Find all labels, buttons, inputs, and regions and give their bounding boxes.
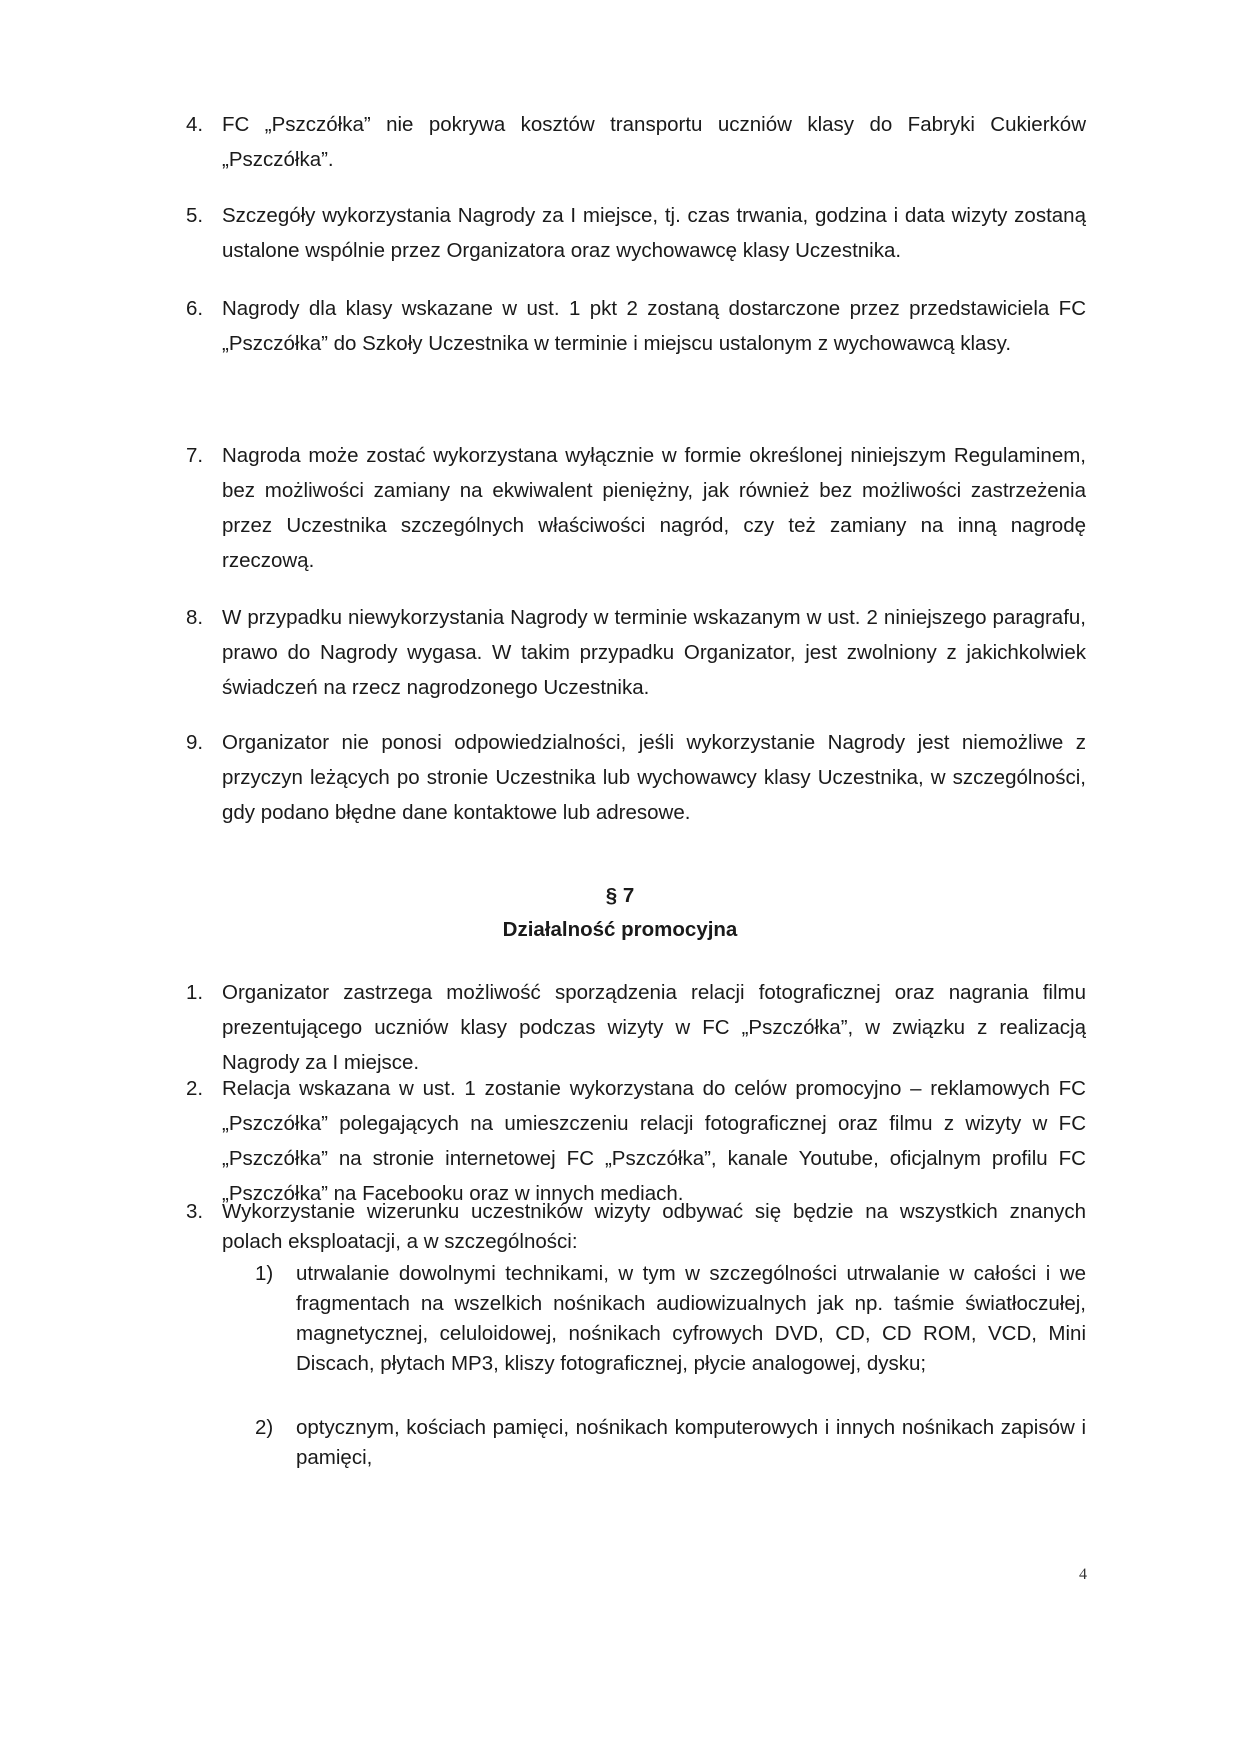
list-item-text: Nagrody dla klasy wskazane w ust. 1 pkt 2 zostaną dostarczone przez przedstawiciela FC „Pszczółka” do Szkoły Uczestnika w terminie i miejscu ustalonym z wychowawcą klasy. xyxy=(222,297,1086,355)
list-item-number: 6. xyxy=(186,297,204,320)
list-item xyxy=(186,975,1086,1080)
list-item-text: Organizator zastrzega możliwość sporządzenia relacji fotograficznej oraz nagrania filmu prezentującego uczniów klasy podczas wizyty w FC „Pszczółka”, w związku z realizacją Nagrody za I miejsce. xyxy=(222,981,1086,1074)
list-item xyxy=(186,438,1086,578)
list-item-number: 5. xyxy=(186,204,204,227)
sub-list-item-number: 2) xyxy=(255,1416,274,1439)
sub-list-item-number: 1) xyxy=(255,1262,274,1285)
list-item xyxy=(186,600,1086,705)
list-item xyxy=(186,1197,1086,1257)
page-number: 4 xyxy=(1079,1566,1087,1583)
section-sign: § 7 xyxy=(605,884,635,907)
list-item-number: 2. xyxy=(186,1077,204,1100)
list-item-number: 3. xyxy=(186,1200,204,1223)
list-item-text: Nagroda może zostać wykorzystana wyłącznie w formie określonej niniejszym Regulaminem, bez możliwości zamiany na ekwiwalent pieniężny, jak również bez możliwości zastrzeżenia przez Uczestnika szczególnych właściwości nagród, czy też zamiany na inną nagrodę rzeczową. xyxy=(222,444,1086,572)
list-item-number: 7. xyxy=(186,444,204,467)
list-item xyxy=(186,107,1086,177)
sub-list-item xyxy=(255,1413,1086,1473)
list-item-text: Organizator nie ponosi odpowiedzialności, jeśli wykorzystanie Nagrody jest niemożliwe z przyczyn leżących po stronie Uczestnika lub wychowawcy klasy Uczestnika, w szczególności, gdy podano błędne dane kontaktowe lub adresowe. xyxy=(222,731,1086,824)
section-title: Działalność promocyjna xyxy=(502,918,738,941)
sub-list-item-text: optycznym, kościach pamięci, nośnikach komputerowych i innych nośnikach zapisów i pamięci, xyxy=(296,1416,1086,1469)
list-item-number: 8. xyxy=(186,606,204,629)
list-item-text: Relacja wskazana w ust. 1 zostanie wykorzystana do celów promocyjno – reklamowych FC „Pszczółka” polegających na umieszczeniu relacji fotograficznej oraz filmu z wizyty w FC „Pszczółka” na stronie internetowej FC „Pszczółka”, kanale Youtube, oficjalnym profilu FC „Pszczółka” na Facebooku oraz w innych mediach. xyxy=(222,1077,1086,1205)
list-item-number: 4. xyxy=(186,113,204,136)
list-item xyxy=(186,291,1086,361)
list-item-text: W przypadku niewykorzystania Nagrody w terminie wskazanym w ust. 2 niniejszego paragrafu, prawo do Nagrody wygasa. W takim przypadku Organizator, jest zwolniony z jakichkolwiek świadczeń na rzecz nagrodzonego Uczestnika. xyxy=(222,606,1086,699)
list-item-text: Wykorzystanie wizerunku uczestników wizyty odbywać się będzie na wszystkich znanych polach eksploatacji, a w szczególności: xyxy=(222,1200,1086,1253)
list-item-number: 1. xyxy=(186,981,204,1004)
list-item-text: FC „Pszczółka” nie pokrywa kosztów transportu uczniów klasy do Fabryki Cukierków „Pszczółka”. xyxy=(222,113,1086,171)
list-item-text: Szczegóły wykorzystania Nagrody za I miejsce, tj. czas trwania, godzina i data wizyty zostaną ustalone wspólnie przez Organizatora oraz wychowawcę klasy Uczestnika. xyxy=(222,204,1086,262)
list-item xyxy=(186,1071,1086,1211)
sub-list-item-text: utrwalanie dowolnymi technikami, w tym w szczególności utrwalanie w całości i we fragmentach na wszelkich nośnikach audiowizualnych jak np. taśmie światłoczułej, magnetycznej, celuloidowej, nośnikach cyfrowych DVD, CD, CD ROM, VCD, Mini Discach, płytach MP3, kliszy fotograficznej, płycie analogowej, dysku; xyxy=(296,1262,1086,1375)
sub-list-item xyxy=(255,1259,1086,1379)
list-item-number: 9. xyxy=(186,731,204,754)
list-item xyxy=(186,725,1086,830)
list-item xyxy=(186,198,1086,268)
